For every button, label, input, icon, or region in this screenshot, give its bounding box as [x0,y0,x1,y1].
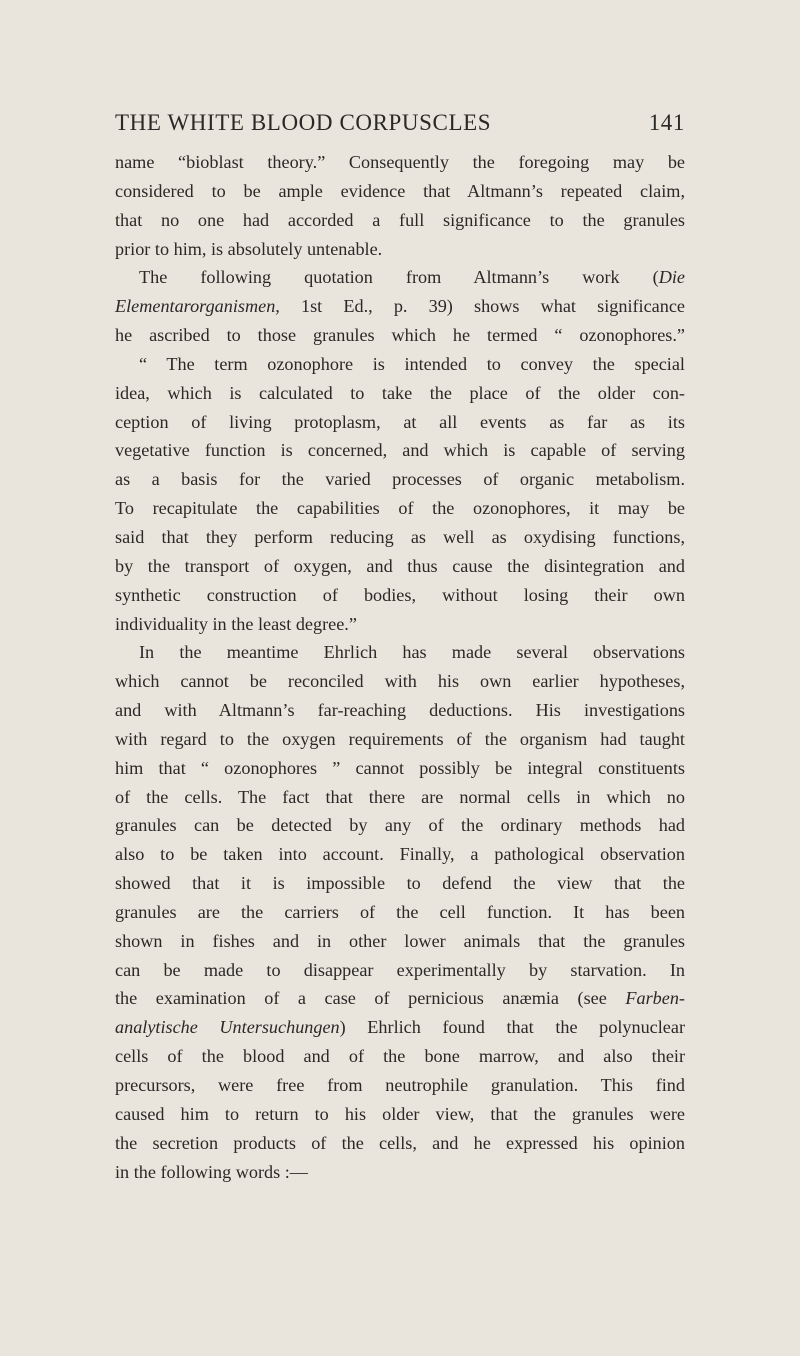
line-text: with regard to the oxygen requirements of the organism had taught [115,728,685,749]
text-line [115,581,685,610]
line-text: him that “ ozonophores ” cannot possibly be integral constituents [115,757,685,778]
line-text: idea, which is calculated to take the place of the older con- [115,382,685,403]
text-line [115,148,685,177]
italic-text: Elementarorganismen, [115,296,280,317]
line-text: by the transport of oxygen, and thus cause the disintegration and [115,555,685,576]
line-text: ception of living protoplasm, at all events as far as its [115,411,685,432]
line-text: he ascribed to those granules which he termed “ ozonophores.” [115,325,685,346]
line-text: the secretion products of the cells, and he expressed his opinion [115,1132,685,1153]
line-text: individuality in the least degree.” [115,613,357,634]
line-text: considered to be ample evidence that Altmann’s repeated claim, [115,180,685,201]
line-text: In the meantime Ehrlich has made several observations [139,642,685,663]
line-text: can be made to disappear experimentally by starvation. In [115,959,685,980]
line-text: vegetative function is concerned, and which is capable of serving [115,440,685,461]
line-text: the examination of a case of pernicious anæmia (see [115,988,626,1009]
text-line [115,1042,685,1071]
italic-text: Die [658,267,685,288]
line-text: prior to him, is absolutely untenable. [115,238,383,259]
text-line [115,1129,685,1158]
text-line [115,667,685,696]
text-line [115,1100,685,1129]
line-text: cells of the blood and of the bone marrow, and also their [115,1046,685,1067]
text-line [115,840,685,869]
text-line [115,436,685,465]
running-title: THE WHITE BLOOD CORPUSCLES [115,110,492,135]
line-text: said that they perform reducing as well as oxydising functions, [115,526,685,547]
line-text: as a basis for the varied processes of organic metabolism. [115,469,685,490]
line-text: synthetic construction of bodies, without losing their own [115,584,685,605]
text-line [115,927,685,956]
text-line [115,321,685,350]
line-text: which cannot be reconciled with his own earlier hypotheses, [115,671,685,692]
line-text: ) Ehrlich found that the polynuclear [339,1017,685,1038]
line-text: also to be taken into account. Finally, a pathological observation [115,844,685,865]
text-line [115,1013,685,1042]
page-number: 141 [648,110,685,135]
line-text: name “bioblast theory.” Consequently the foregoing may be [115,152,685,172]
line-text: granules are the carriers of the cell function. It has been [115,901,685,922]
running-header [115,110,685,140]
line-text: in the following words :— [115,1161,308,1182]
text-line [115,956,685,985]
line-text: of the cells. The fact that there are normal cells in which no [115,786,685,807]
line-text: shown in fishes and in other lower animals that the granules [115,930,685,951]
text-line [115,783,685,812]
text-line [115,235,685,264]
text-line [115,379,685,408]
text-line [115,177,685,206]
line-text: and with Altmann’s far-reaching deductions. His investigations [115,700,685,721]
line-text: caused him to return to his older view, that the granules were [115,1103,685,1124]
text-line [115,638,685,667]
text-line [115,1071,685,1100]
line-text: “ The term ozonophore is intended to convey the special [139,353,685,374]
text-line [115,754,685,783]
text-line [115,292,685,321]
text-line [115,552,685,581]
line-text: precursors, were free from neutrophile granulation. This find [115,1075,685,1095]
text-line [115,811,685,840]
text-line [115,1158,685,1187]
line-text: 1st Ed., p. 39) shows what significance [279,296,685,317]
text-line [115,898,685,927]
line-text: To recapitulate the capabilities of the ozonophores, it may be [115,498,685,519]
text-line [115,263,685,292]
italic-text: Farben- [625,988,685,1009]
text-line [115,984,685,1013]
line-text: granules can be detected by any of the ordinary methods had [115,815,685,836]
text-line [115,465,685,494]
text-line [115,725,685,754]
text-line [115,869,685,898]
line-text: that no one had accorded a full significance to the granules [115,209,685,230]
text-line [115,523,685,552]
text-line [115,408,685,437]
text-line [115,494,685,523]
text-line [115,206,685,235]
line-text: The following quotation from Altmann’s work ( [139,267,659,288]
line-text: showed that it is impossible to defend the view that the [115,873,685,894]
body-text [115,148,685,1186]
text-line [115,696,685,725]
italic-text: analytische Untersuchungen [115,1017,340,1038]
text-line [115,350,685,379]
text-line [115,610,685,639]
